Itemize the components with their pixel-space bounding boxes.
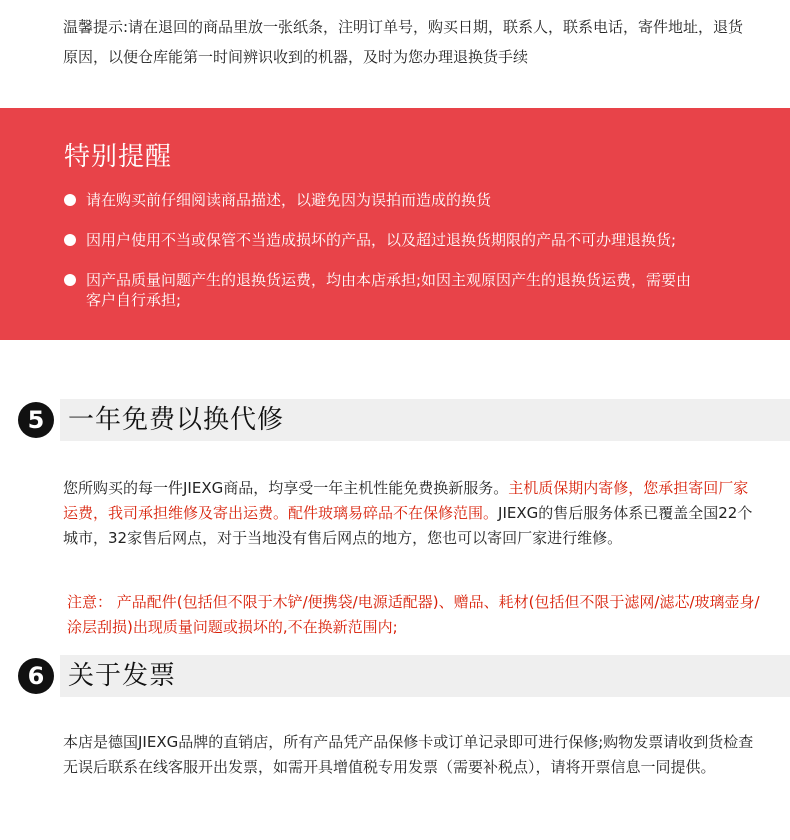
warranty-intro: 您所购买的每一件JIEXG商品，均享受一年主机性能免费换新服务。 (63, 479, 509, 497)
invoice-section-title: 关于发票 (68, 661, 177, 691)
warranty-section-header (18, 399, 790, 441)
invoice-description: 本店是德国JIEXG品牌的直销店，所有产品凭产品保修卡或订单记录即可进行保修;购物发票请收到货检查无误后联系在线客服开出发票，如需开具增值税专用发票（需要补税点），请将开票信息一同提供。 (63, 733, 754, 776)
invoice-section-header (18, 655, 790, 697)
bullet-icon (64, 274, 76, 286)
warranty-service-network: JIEXG的售后服务体系已覆盖全国22个城市，32家售后网点，对于当地没有售后网点的地方，您也可以寄回厂家进行维修。 (63, 504, 753, 547)
warranty-description (63, 476, 763, 551)
number-6-icon: 6 (18, 658, 54, 694)
number-5-icon: 5 (18, 402, 54, 438)
return-tip: 温馨提示:请在退回的商品里放一张纸条，注明订单号，购买日期，联系人，联系电话，寄件地址，退货原因，以便仓库能第一时间辨识收到的机器，及时为您办理退换货手续 (63, 18, 744, 66)
special-notice-text: 请在购买前仔细阅读商品描述，以避免因为误拍而造成的换货 (86, 191, 492, 209)
special-notice-item (64, 230, 764, 250)
special-notice-panel (0, 108, 790, 340)
special-notice-title: 特别提醒 (64, 142, 173, 172)
bullet-icon (64, 194, 76, 206)
special-notice-item (64, 270, 704, 310)
bullet-icon (64, 234, 76, 246)
warranty-highlight: 主机质保期内寄修，您承担寄回厂家运费，我司承担维修及寄出运费。配件玻璃易碎品不在保修范围。 (63, 479, 749, 522)
warranty-note: 注意： 产品配件(包括但不限于木铲/便携袋/电源适配器)、赠品、耗材(包括但不限于滤网/滤芯/玻璃壶身/涂层刮损)出现质量问题或损坏的,不在换新范围内; (67, 593, 760, 636)
warranty-section-title: 一年免费以换代修 (68, 405, 285, 435)
special-notice-text: 因用户使用不当或保管不当造成损坏的产品，以及超过退换货期限的产品不可办理退换货; (86, 231, 677, 249)
special-notice-item (64, 190, 764, 210)
special-notice-text: 因产品质量问题产生的退换货运费，均由本店承担;如因主观原因产生的退换货运费，需要由客户自行承担; (86, 271, 692, 309)
